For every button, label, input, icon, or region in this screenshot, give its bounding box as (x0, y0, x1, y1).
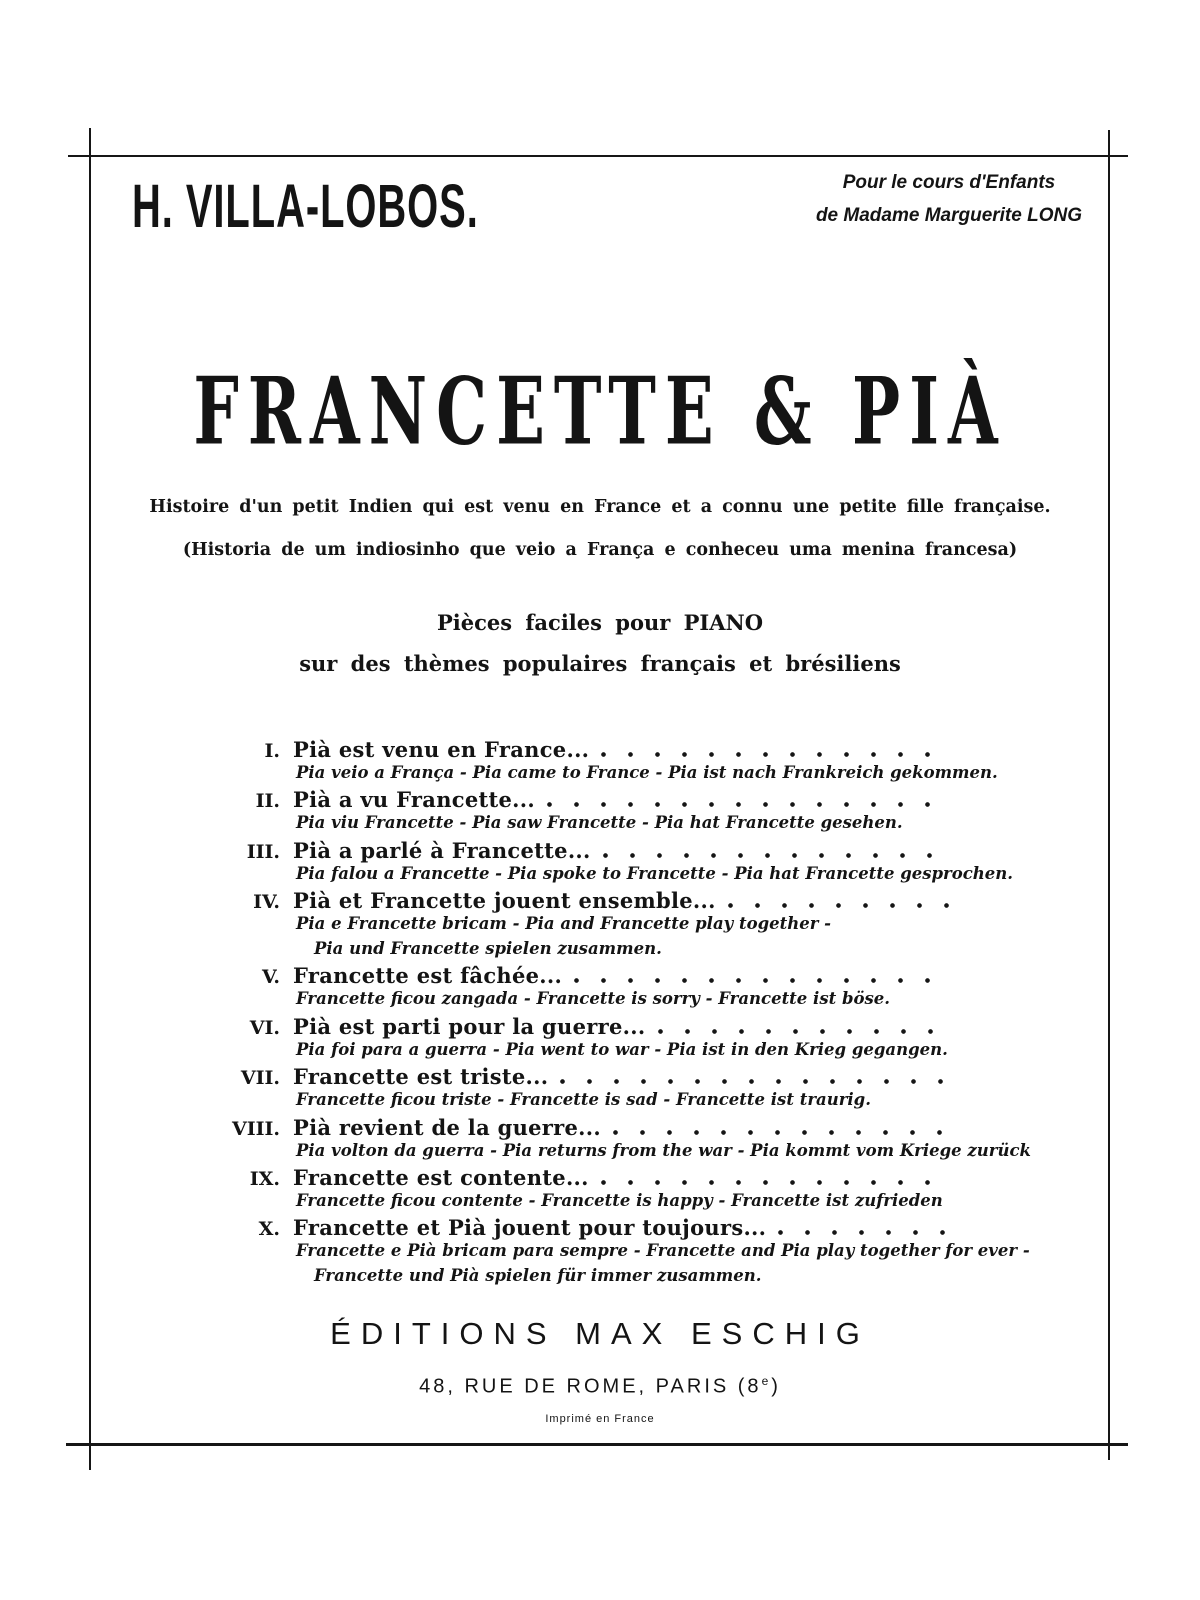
publisher-name: ÉDITIONS MAX ESCHIG (330, 1316, 870, 1351)
page-border-right (1108, 130, 1110, 1460)
toc-item-numeral: II. (255, 790, 280, 813)
page-border-left (89, 128, 91, 1470)
toc-item-title: Pià est parti pour la guerre... (293, 1013, 646, 1039)
toc-item (228, 963, 952, 1009)
toc-item-title: Pià revient de la guerre... (293, 1114, 602, 1140)
subtitle-portuguese: (Historia de um indiosinho que veio a França e conheceu uma menina francesa) (182, 540, 1018, 560)
dot-leader (658, 1029, 951, 1034)
toc-item-translation: Francette ficou triste - Francette is sad - Francette ist traurig. (296, 1090, 871, 1110)
dot-leader (601, 1180, 950, 1185)
toc-item-translation: Pia e Francette bricam - Pia and Francette play together - (296, 914, 832, 934)
toc-item-numeral: IV. (253, 891, 280, 914)
toc-item-translation: Pia viu Francette - Pia saw Francette - Pia hat Francette gesehen. (296, 813, 903, 833)
toc-item-title: Pià est venu en France... (293, 737, 590, 762)
toc-item-translation: Francette und Pià spielen für immer zusammen. (314, 1265, 762, 1285)
toc-item-translation: Francette ficou zangada - Francette is sorry - Francette ist böse. (296, 989, 891, 1009)
publisher-address (0, 1374, 1200, 1399)
toc-item-numeral: VIII. (231, 1117, 280, 1140)
toc-item-translation: Pia und Francette spielen zusammen. (314, 938, 662, 958)
toc-item-numeral: I. (264, 740, 280, 762)
toc-item (228, 1064, 952, 1110)
toc-item-translation: Francette e Pià bricam para sempre - Francette and Pia play together for ever - (296, 1241, 1030, 1261)
dedication-line-1: Pour le cours d'Enfants (842, 172, 1056, 193)
toc-item (228, 737, 998, 783)
toc-item (228, 837, 1014, 884)
page-border-top (68, 155, 1128, 157)
toc-item-translation: Pia falou a Francette - Pia spoke to Francette - Pia hat Francette gesprochen. (296, 863, 1014, 883)
toc-item-translation: Pia volton da guerra - Pia returns from the war - Pia kommt vom Kriege zurück (296, 1140, 1031, 1160)
dot-leader (601, 752, 950, 757)
toc-item-title: Pià et Francette jouent ensemble... (293, 888, 716, 914)
toc-item-numeral: VII. (240, 1067, 280, 1090)
publisher-address-main: 48, RUE DE ROME, PARIS (8 (419, 1375, 762, 1398)
collection-subtitle: sur des thèmes populaires français et brésiliens (299, 651, 901, 676)
toc-item-translation: Pia foi para a guerra - Pia went to war - Pia ist in den Krieg gegangen. (296, 1039, 948, 1059)
toc-item-numeral: X. (258, 1218, 280, 1241)
dot-leader (603, 853, 950, 858)
dot-leader (560, 1079, 950, 1084)
toc-item-translation: Francette ficou contente - Francette is happy - Francette ist zufrieden (296, 1190, 943, 1210)
toc-item (228, 1165, 952, 1211)
toc-item (228, 888, 952, 959)
printed-in-france: Imprimé en France (545, 1413, 655, 1425)
collection-title: Pièces faciles pour PIANO (436, 610, 764, 635)
toc-item-title: Pià a vu Francette... (293, 787, 536, 813)
table-of-contents (228, 737, 1031, 1290)
toc-item-title: Francette est contente... (293, 1164, 589, 1190)
dot-leader (613, 1130, 950, 1135)
toc-item-title: Pià a parlé à Francette... (293, 837, 591, 863)
toc-item-translation: Pia veio a França - Pia came to France - Pia ist nach Frankreich gekommen. (296, 763, 998, 782)
publisher-address-close: ) (771, 1375, 781, 1398)
composer-name: H. VILLA-LOBOS. (132, 172, 479, 241)
publisher-address-superscript: e (761, 1374, 772, 1388)
dedication-line-2: de Madame Marguerite LONG (815, 205, 1082, 227)
toc-item-numeral: IX. (249, 1167, 280, 1190)
toc-item (228, 1215, 1030, 1286)
dedication (816, 166, 1082, 233)
toc-item-title: Francette est fâchée... (293, 963, 563, 989)
subtitle-french: Histoire d'un petit Indien qui est venu en France et a connu une petite fille française. (149, 497, 1051, 517)
toc-item (228, 1014, 952, 1060)
page-title: FRANCETTE & PIÀ (193, 358, 1007, 467)
toc-item (228, 787, 952, 833)
dot-leader (728, 903, 950, 908)
dot-leader (547, 802, 950, 807)
toc-item-numeral: V. (261, 966, 280, 989)
dot-leader (778, 1230, 950, 1235)
toc-item-title: Francette et Pià jouent pour toujours... (293, 1215, 767, 1241)
page-border-bottom (66, 1443, 1128, 1446)
toc-item-title: Francette est triste... (293, 1064, 549, 1090)
toc-item (228, 1114, 1031, 1161)
toc-item-numeral: III. (246, 840, 280, 863)
dot-leader (574, 978, 950, 983)
toc-item-numeral: VI. (249, 1016, 280, 1039)
